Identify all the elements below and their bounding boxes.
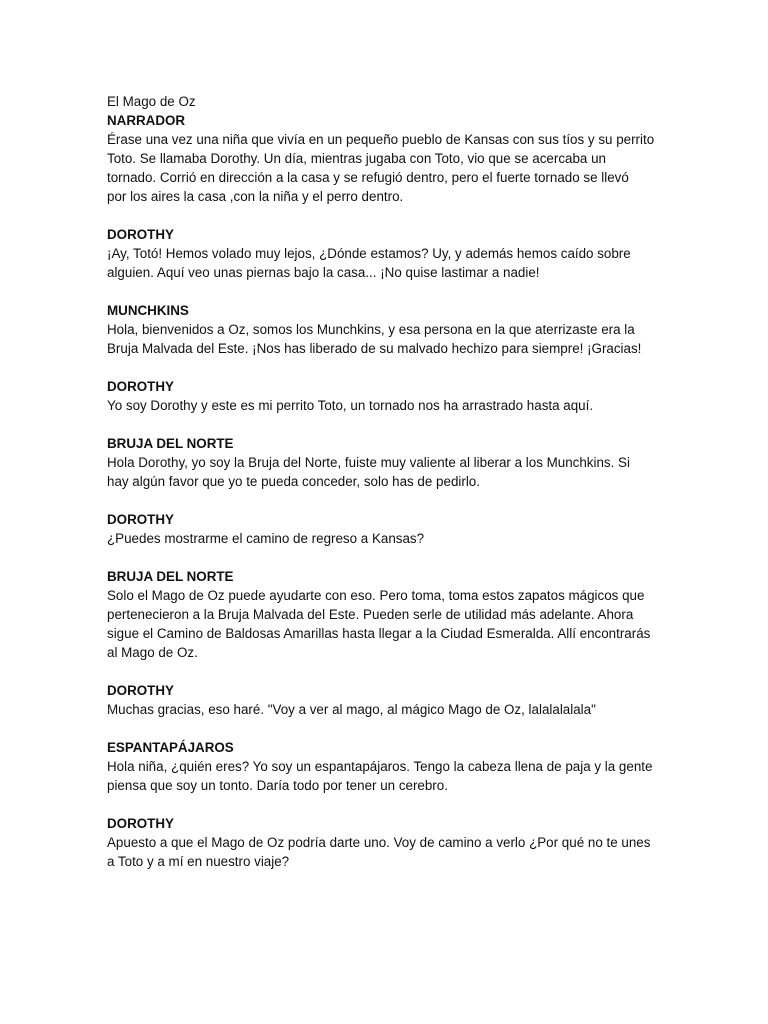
dialogue-line: Hola Dorothy, yo soy la Bruja del Norte, fuiste muy valiente al liberar a los Munchkins. Si (107, 455, 630, 470)
speaker-name: MUNCHKINS (107, 303, 189, 318)
dialogue-block (107, 510, 687, 548)
dialogue-line: pertenecieron a la Bruja Malvada del Este. Pueden serle de utilidad más adelante. Ahora (107, 607, 634, 622)
dialogue-line: Érase una vez una niña que vivía en un pequeño pueblo de Kansas con sus tíos y su perrito (107, 132, 655, 147)
dialogue-line: ¿Puedes mostrarme el camino de regreso a Kansas? (107, 531, 425, 546)
dialogue-line: a Toto y a mí en nuestro viaje? (107, 854, 290, 869)
dialogue-block (107, 377, 687, 415)
dialogue-line: Hola niña, ¿quién eres? Yo soy un espantapájaros. Tengo la cabeza llena de paja y la gente (107, 759, 653, 774)
dialogue-line: Yo soy Dorothy y este es mi perrito Toto, un tornado nos ha arrastrado hasta aquí. (107, 398, 594, 413)
dialogue-line: por los aires la casa ,con la niña y el perro dentro. (107, 189, 404, 204)
speaker-name: NARRADOR (107, 113, 186, 128)
dialogue-line: Apuesto a que el Mago de Oz podría darte uno. Voy de camino a verlo ¿Por qué no te unes (107, 835, 651, 850)
dialogue-line: alguien. Aquí veo unas piernas bajo la casa... ¡No quise lastimar a nadie! (107, 265, 540, 280)
dialogue-block (107, 111, 687, 206)
document-page (107, 92, 687, 890)
dialogue-block (107, 301, 687, 358)
speaker-name: BRUJA DEL NORTE (107, 569, 234, 584)
dialogue-blocks (107, 111, 687, 871)
dialogue-block (107, 681, 687, 719)
document-title: El Mago de Oz (107, 94, 196, 109)
dialogue-line: ¡Ay, Totó! Hemos volado muy lejos, ¿Dónde estamos? Uy, y además hemos caído sobre (107, 246, 631, 261)
speaker-name: DOROTHY (107, 379, 174, 394)
dialogue-block (107, 738, 687, 795)
dialogue-block (107, 814, 687, 871)
dialogue-line: Muchas gracias, eso haré. "Voy a ver al mago, al mágico Mago de Oz, lalalalalala" (107, 702, 596, 717)
speaker-name: DOROTHY (107, 512, 174, 527)
dialogue-line: Solo el Mago de Oz puede ayudarte con eso. Pero toma, toma estos zapatos mágicos que (107, 588, 645, 603)
dialogue-line: tornado. Corrió en dirección a la casa y se refugió dentro, pero el fuerte tornado se llevó (107, 170, 629, 185)
speaker-name: DOROTHY (107, 816, 174, 831)
speaker-name: DOROTHY (107, 683, 174, 698)
dialogue-block (107, 225, 687, 282)
dialogue-line: Toto. Se llamaba Dorothy. Un día, mientras jugaba con Toto, vio que se acercaba un (107, 151, 606, 166)
speaker-name: DOROTHY (107, 227, 174, 242)
dialogue-line: hay algún favor que yo te pueda conceder, solo has de pedirlo. (107, 474, 480, 489)
dialogue-line: sigue el Camino de Baldosas Amarillas hasta llegar a la Ciudad Esmeralda. Allí encontrarás (107, 626, 651, 641)
dialogue-line: al Mago de Oz. (107, 645, 198, 660)
speaker-name: ESPANTAPÁJAROS (107, 740, 234, 755)
dialogue-line: Hola, bienvenidos a Oz, somos los Munchkins, y esa persona en la que aterrizaste era la (107, 322, 635, 337)
dialogue-line: Bruja Malvada del Este. ¡Nos has liberado de su malvado hechizo para siempre! ¡Gracias! (107, 341, 642, 356)
dialogue-block (107, 434, 687, 491)
speaker-name: BRUJA DEL NORTE (107, 436, 234, 451)
dialogue-block (107, 567, 687, 662)
dialogue-line: piensa que soy un tonto. Daría todo por tener un cerebro. (107, 778, 448, 793)
